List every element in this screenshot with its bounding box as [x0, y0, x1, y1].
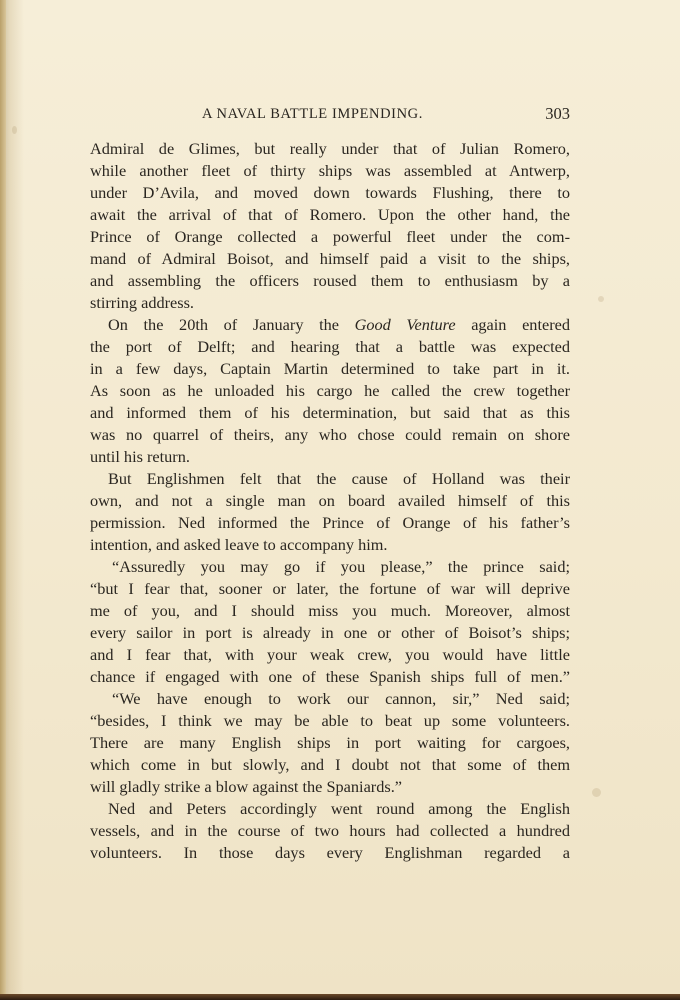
page-bottom-edge: [0, 994, 680, 1000]
text-line: every sailor in port is already in one or other of Boisot’s ships;: [90, 623, 570, 642]
text-line: As soon as he unloaded his cargo he called the crew together: [90, 381, 570, 400]
text-line: me of you, and I should miss you much. Moreover, almost: [90, 601, 570, 620]
running-title: A NAVAL BATTLE IMPENDING.: [202, 106, 423, 122]
body-text: [90, 138, 570, 864]
text-line: “besides, I think we may be able to beat up some volunteers.: [90, 711, 570, 730]
page-number: 303: [545, 104, 570, 123]
text-line: and assembling the officers roused them to enthusiasm by a: [90, 271, 570, 290]
text-line: and I fear that, with your weak crew, you would have little: [90, 645, 570, 664]
paper-stain: [12, 126, 17, 134]
ship-name: Good Venture: [354, 315, 456, 334]
text-line: On the 20th of January the Good Venture again entered: [108, 315, 570, 334]
text-line: in a few days, Captain Martin determined to take part in it.: [90, 359, 570, 378]
text-line: Prince of Orange collected a powerful fleet under the com-: [90, 227, 570, 246]
text-line: will gladly strike a blow against the Spaniards.”: [90, 777, 402, 796]
text-line: stirring address.: [90, 293, 194, 312]
text-line: mand of Admiral Boisot, and himself paid a visit to the ships,: [90, 249, 570, 268]
text-line: “We have enough to work our cannon, sir,” Ned said;: [112, 689, 570, 708]
page-gutter: [0, 0, 6, 1000]
text-line: and informed them of his determination, but said that as this: [90, 403, 570, 422]
text-line: await the arrival of that of Romero. Upon the other hand, the: [90, 205, 570, 224]
text-line: was no quarrel of theirs, any who chose could remain on shore: [90, 425, 570, 444]
text-line: Admiral de Glimes, but really under that of Julian Romero,: [90, 139, 570, 158]
text-line: the port of Delft; and hearing that a battle was expected: [90, 337, 570, 356]
text-line: under D’Avila, and moved down towards Flushing, there to: [90, 183, 570, 202]
text-line: But Englishmen felt that the cause of Holland was their: [108, 469, 570, 488]
text-line: while another fleet of thirty ships was assembled at Antwerp,: [90, 161, 570, 180]
text-line: until his return.: [90, 447, 190, 466]
text-line: Ned and Peters accordingly went round among the English: [108, 799, 570, 818]
paper-stain: [598, 296, 604, 302]
paper-stain: [592, 788, 601, 797]
text-line: own, and not a single man on board availed himself of this: [90, 491, 570, 510]
text-line: permission. Ned informed the Prince of Orange of his father’s: [90, 513, 570, 532]
text-line: which come in but slowly, and I doubt not that some of them: [90, 755, 570, 774]
running-head: [90, 106, 570, 126]
text-line: vessels, and in the course of two hours had collected a hundred: [90, 821, 570, 840]
text-line: volunteers. In those days every Englishman regarded a: [90, 843, 570, 862]
text-line: “Assuredly you may go if you please,” the prince said;: [112, 557, 570, 576]
text-line: “but I fear that, sooner or later, the fortune of war will deprive: [90, 579, 570, 598]
text-line: There are many English ships in port waiting for cargoes,: [90, 733, 570, 752]
text-line: intention, and asked leave to accompany him.: [90, 535, 388, 554]
text-line: chance if engaged with one of these Spanish ships full of men.”: [90, 667, 570, 686]
